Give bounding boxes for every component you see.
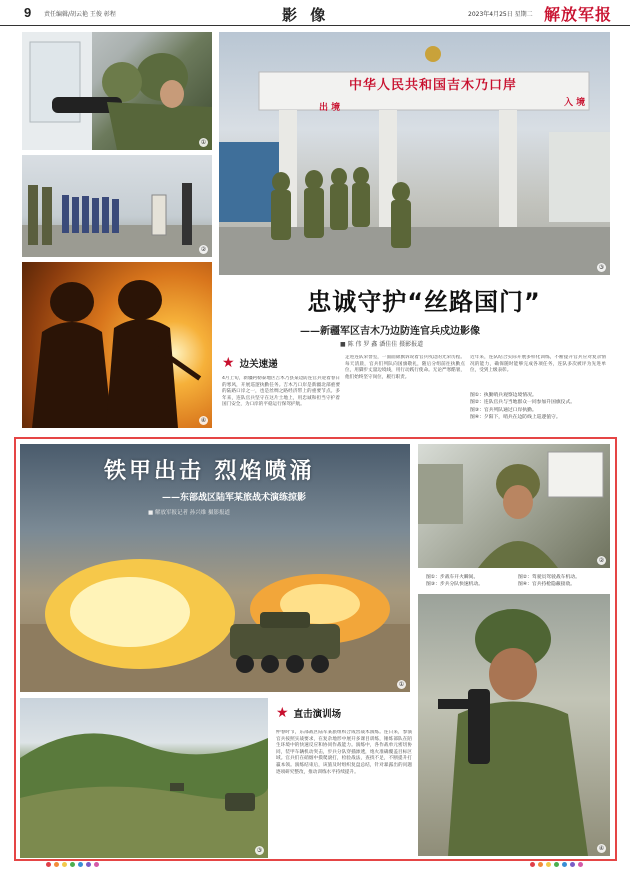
color-dot xyxy=(78,862,83,867)
color-dot xyxy=(570,862,575,867)
photo-number-4: ④ xyxy=(598,845,605,852)
masthead-logo: 解放军报 xyxy=(544,5,613,24)
photo-number-2: ② xyxy=(200,246,207,253)
gate-sign: 中华人民共和国吉木乃口岸 xyxy=(349,78,518,93)
color-dot xyxy=(94,862,99,867)
caption: 图④：夕阳下，哨兵在边防线上巡逻值守。 xyxy=(470,415,561,421)
page-number: 9 xyxy=(24,5,32,20)
caption: 图①：执勤哨兵观察边境情况。 xyxy=(470,393,537,398)
color-dot xyxy=(70,862,75,867)
photo-number-3: ③ xyxy=(598,264,605,271)
issue-date: 2023年4月25日 星期二 xyxy=(468,11,533,18)
story1-subtitle: ——新疆军区吉木乃边防连官兵戍边影像 xyxy=(300,326,480,337)
story1-section-head-label: 边关速递 xyxy=(239,359,278,370)
driver-illustration xyxy=(418,444,610,568)
story2-credit: ■ 解放军报记者 孙兴维 摄影报道 xyxy=(148,510,230,516)
story1-title: 忠诚守护“丝路国门” xyxy=(307,288,541,316)
photo-vehicle-driver xyxy=(418,444,610,568)
photo-soldier-aiming xyxy=(418,594,610,856)
story1-credit: ■ 陈 伟 罗 鑫 潘佳佳 摄影报道 xyxy=(340,341,424,348)
story2-captions xyxy=(426,574,610,589)
photo-number-1: ① xyxy=(398,681,405,688)
color-dot xyxy=(538,862,543,867)
photo-sunset-sentries xyxy=(22,262,212,428)
color-dot xyxy=(554,862,559,867)
footer-color-dots xyxy=(46,862,99,867)
story2-title: 铁甲出击 烈焰喷涌 xyxy=(104,459,315,484)
hillside-illustration xyxy=(20,698,268,858)
caption: 图③：步兵分队快速机动。 xyxy=(426,582,484,588)
photo-number-2: ② xyxy=(598,557,605,564)
star-icon: ★ xyxy=(222,355,235,371)
footer-color-dots xyxy=(530,862,583,867)
gate-illustration xyxy=(219,32,610,275)
color-dot xyxy=(530,862,535,867)
photo-number-3: ③ xyxy=(256,847,263,854)
story2-body: 仲春时节，东部战区陆军某旅组织合成营战术演练。连日来，参演官兵按照实战要求，在复杂地形中展开多课目训练，锤炼部队在陌生环境中的快速反应和协同作战能力。演练中，各作战单元密切协同，装甲车辆机动突击，步兵分队穿插渗透，炮火准确覆盖目标区域。官兵们在硝烟中摸爬滚打，检验战法，查找不足，不断提升打赢本领。演练结束后，该旅及时组织复盘总结，针对暴露出的问题逐项研究整改，推动训练水平持续提升。 xyxy=(276,730,412,775)
story2-section-head xyxy=(276,702,341,721)
color-dot xyxy=(54,862,59,867)
photo-flag-ceremony xyxy=(22,155,212,257)
story1-body-col2: 走进连队荣誉室，一面面锦旗诉说着官兵戍边的光荣历程。每天清晨，官兵们列队向国旗敬礼，随后分组前往执勤点位，用脚步丈量边境线，用行动践行使命。无论严寒酷暑，他们始终坚守岗位，履行职责。 xyxy=(345,355,465,380)
caption: 图②：驾驶员驾驶战车机动。 xyxy=(518,575,580,580)
photo-hillside-maneuver xyxy=(20,698,268,858)
ceremony-illustration xyxy=(22,155,212,257)
story1-body-col1: 4月上旬，新疆阿勒泰地区吉木乃县某边防连官兵迎着春日的寒风，开展巡逻执勤任务。吉木乃口岸是新疆北部重要的陆路口岸之一，也是丝绸之路经济带上的重要节点。多年来，连队官兵坚守在这片土地上，用忠诚和担当守护着国门安全，为口岸的平稳运行保驾护航。 xyxy=(222,376,340,408)
section-title: 影 像 xyxy=(282,6,330,24)
story2-subtitle: ——东部战区陆军某旅战术演练掠影 xyxy=(162,493,307,503)
photo-number-4: ④ xyxy=(200,417,207,424)
star-icon: ★ xyxy=(276,705,289,721)
story2-section-head-label: 直击演训场 xyxy=(293,709,342,720)
color-dot xyxy=(46,862,51,867)
photo-number-1: ① xyxy=(200,139,207,146)
story1-captions xyxy=(470,392,610,422)
caption: 图②：连队官兵与当地群众一同参加升国旗仪式。 xyxy=(470,400,576,406)
color-dot xyxy=(62,862,67,867)
color-dot xyxy=(546,862,551,867)
photo-sentry-binoculars xyxy=(22,32,212,150)
caption: 图④：官兵持枪隐蔽接敌。 xyxy=(518,582,576,588)
gate-exit-label: 出 境 xyxy=(319,103,341,113)
color-dot xyxy=(562,862,567,867)
caption: 图③：官兵列队通过口岸执勤。 xyxy=(470,407,537,413)
editors-line: 责任编辑/胡云艳 王俊 彰程 xyxy=(44,11,116,18)
story1-body-col3: 近年来，连队结合实际开展多样化训练，不断提升官兵应对复杂情况的能力，确保随时能够完成各项任务，连队多次被评为先进单位，受到上级表彰。 xyxy=(470,355,606,374)
gate-entry-label: 入 境 xyxy=(564,98,586,108)
silhouette-illustration xyxy=(22,262,212,428)
color-dot xyxy=(578,862,583,867)
caption: 图①：步战车开火瞬间。 xyxy=(426,575,479,580)
sentry-illustration xyxy=(22,32,212,150)
color-dot xyxy=(86,862,91,867)
story1-section-head xyxy=(222,352,278,371)
photo-port-gate-patrol xyxy=(219,32,610,275)
soldier-illustration xyxy=(418,594,610,856)
